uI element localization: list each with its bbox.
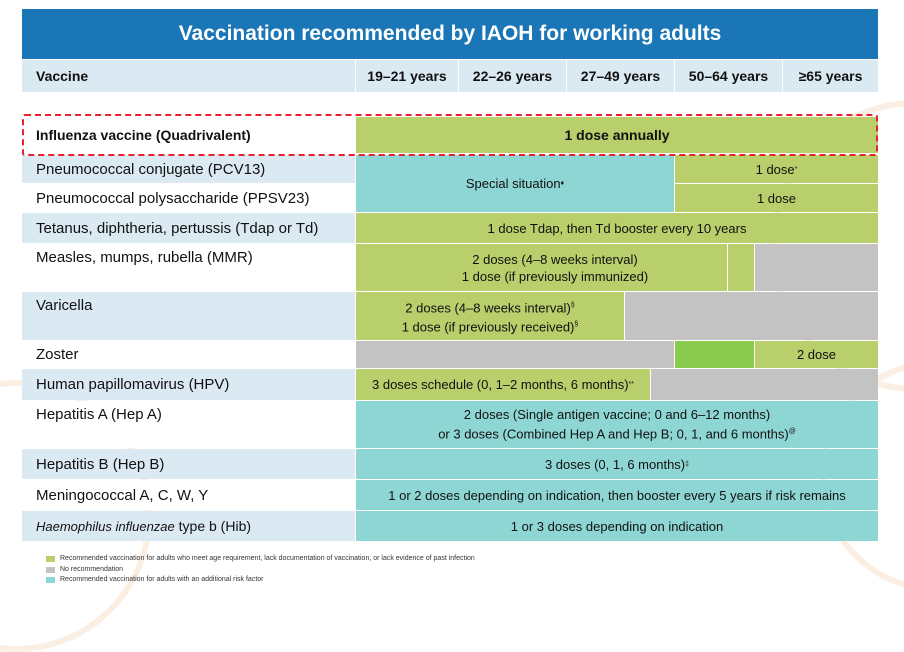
row-label-ppsv23: Pneumococcal polysaccharide (PPSV23) xyxy=(22,184,355,212)
mmr-line-2: 1 dose (if previously immunized) xyxy=(461,268,649,284)
varicella-line-2: 1 dose (if previously received)§ xyxy=(401,319,579,335)
pcv13-dose-mark: * xyxy=(794,165,798,173)
cell-special-situation xyxy=(356,155,674,212)
legend-swatch xyxy=(46,567,55,573)
cell-hpv-no-rec xyxy=(651,369,878,400)
pcv13-dose-text: 1 dose xyxy=(755,161,795,177)
special-situation-mark: ♦ xyxy=(560,180,565,187)
influenza-highlight-box xyxy=(22,114,878,156)
cell-pcv13-dose xyxy=(675,155,878,183)
row-label-hib xyxy=(22,511,355,541)
cell-hep-a xyxy=(356,401,878,448)
row-label-mmr: Measles, mumps, rubella (MMR) xyxy=(22,244,355,291)
cell-varicella xyxy=(356,292,624,340)
legend-text: Recommended vaccination for adults with an additional risk factor xyxy=(60,576,264,583)
hep-a-line-1: 2 doses (Single antigen vaccine; 0 and 6–12 months) xyxy=(463,407,771,423)
header-age-22-26: 22–26 years xyxy=(459,60,566,92)
header-vaccine: Vaccine xyxy=(22,60,355,92)
cell-zoster-dose: 2 dose xyxy=(755,341,878,368)
cell-hib: 1 or 3 doses depending on indication xyxy=(356,511,878,541)
special-situation-text: Special situation xyxy=(465,176,561,191)
cell-hep-b xyxy=(356,449,878,479)
row-label-pcv13: Pneumococcal conjugate (PCV13) xyxy=(22,155,355,183)
row-label-meningococcal: Meningococcal A, C, W, Y xyxy=(22,480,355,510)
row-label-tdap: Tetanus, diphtheria, pertussis (Tdap or Td) xyxy=(22,213,355,243)
legend-swatch xyxy=(46,577,55,583)
cell-zoster-50-64 xyxy=(675,341,754,368)
cell-tdap: 1 dose Tdap, then Td booster every 10 years xyxy=(356,213,878,243)
page-title: Vaccination recommended by IAOH for working adults xyxy=(22,9,878,59)
row-label-varicella: Varicella xyxy=(22,292,355,340)
row-label-influenza: Influenza vaccine (Quadrivalent) xyxy=(22,117,355,153)
varicella-mark: § xyxy=(570,301,575,309)
hep-b-text: 3 doses (0, 1, 6 months) xyxy=(544,456,686,472)
legend-text: Recommended vaccination for adults who meet age requirement, lack documentation of vaccination, or lack evidence of past infection xyxy=(60,555,475,562)
cell-mmr xyxy=(356,244,754,291)
hep-a-mark: @ xyxy=(788,428,796,436)
hep-a-line-2: or 3 doses (Combined Hep A and Hep B; 0, 1, and 6 months)@ xyxy=(438,426,796,442)
cell-ppsv23-dose: 1 dose xyxy=(675,184,878,212)
legend-swatch xyxy=(46,556,55,562)
hep-b-mark: ‡ xyxy=(685,460,690,468)
hpv-text: 3 doses schedule (0, 1–2 months, 6 months) xyxy=(372,377,629,392)
hib-rest: type b (Hib) xyxy=(174,518,252,534)
row-label-zoster: Zoster xyxy=(22,341,355,368)
mmr-divider xyxy=(727,244,728,291)
cell-varicella-no-rec xyxy=(625,292,878,340)
cell-mmr-no-rec xyxy=(755,244,878,291)
legend-item-recommended xyxy=(46,555,475,562)
cell-hpv xyxy=(356,369,650,400)
header-age-19-21: 19–21 years xyxy=(356,60,458,92)
varicella-line-1: 2 doses (4–8 weeks interval)§ xyxy=(405,300,575,315)
hib-italic: Haemophilus influenzae xyxy=(36,518,175,534)
mmr-line-1: 2 doses (4–8 weeks interval) xyxy=(472,251,638,267)
row-label-hep-a: Hepatitis A (Hep A) xyxy=(22,401,355,448)
cell-meningococcal: 1 or 2 doses depending on indication, then booster every 5 years if risk remains xyxy=(356,480,878,510)
cell-influenza: 1 dose annually xyxy=(356,117,878,153)
legend-item-no-recommendation xyxy=(46,566,123,573)
varicella-mark: § xyxy=(574,321,579,328)
hpv-mark: ** xyxy=(628,381,634,388)
cell-zoster-no-rec xyxy=(356,341,674,368)
row-label-hpv: Human papillomavirus (HPV) xyxy=(22,369,355,400)
legend-text: No recommendation xyxy=(60,566,124,573)
header-age-50-64: 50–64 years xyxy=(675,60,782,92)
header-age-65-plus: ≥65 years xyxy=(783,60,878,92)
row-label-hep-b: Hepatitis B (Hep B) xyxy=(22,449,355,479)
legend-item-risk-factor xyxy=(46,576,264,583)
header-age-27-49: 27–49 years xyxy=(567,60,674,92)
